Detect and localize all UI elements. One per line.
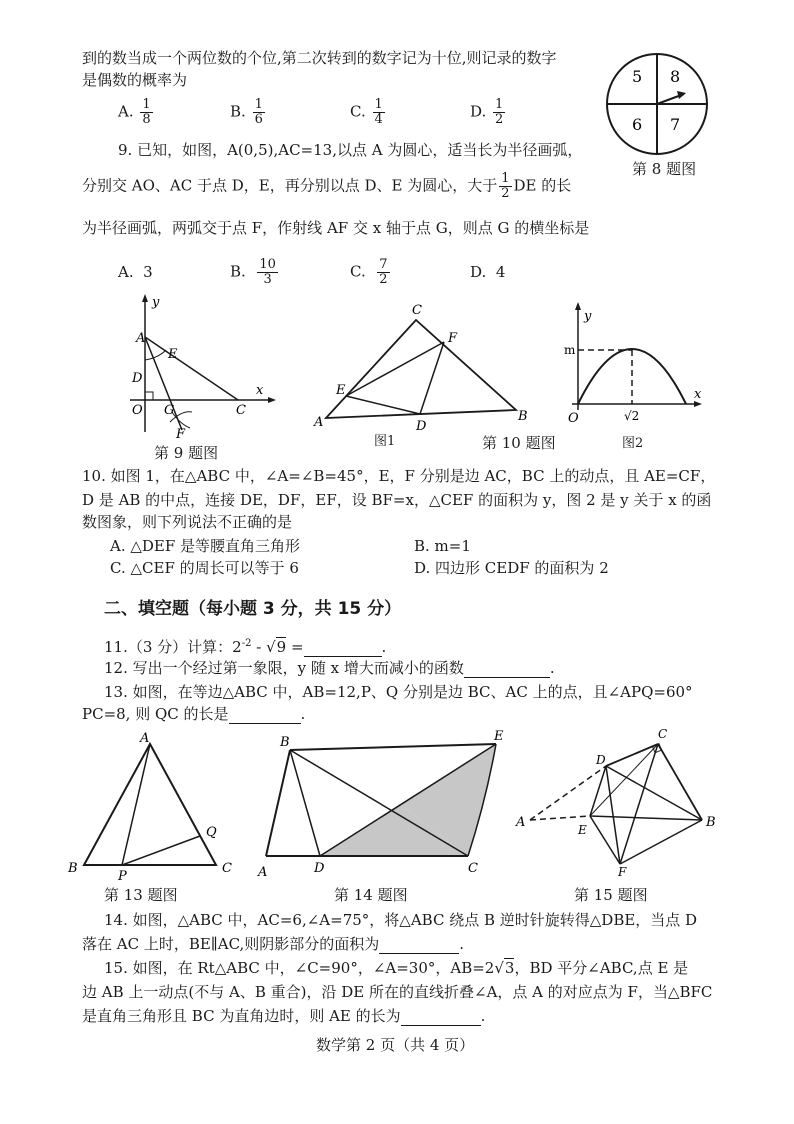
dashed-ad — [530, 766, 606, 820]
q8-spinner-figure — [602, 50, 712, 160]
q9-line1: 9. 已知，如图，A(0,5),AC=13,以点 A 为圆心，适当长为半径画弧， — [118, 141, 583, 159]
svg-text:D: D — [132, 371, 143, 386]
option-letter: B. — [230, 102, 246, 121]
segment-pq — [122, 836, 200, 865]
spinner-number-5: 5 — [632, 67, 643, 86]
svg-text:G: G — [164, 403, 175, 418]
q9-option-b: B. $\frac{10}{3}$ — [230, 257, 276, 287]
svg-text:P: P — [118, 869, 127, 884]
segment-ba — [266, 750, 290, 856]
q12: 12. 写出一个经过第一象限，y 随 x 增大而减小的函数 . — [104, 659, 555, 677]
fraction: $\frac{10}{3}$ — [259, 257, 276, 287]
svg-text:A: A — [516, 815, 526, 830]
q10-option-d: D. 四边形 CEDF 的面积为 2 — [414, 559, 609, 577]
triangle-abc — [84, 744, 216, 865]
svg-text:A: A — [140, 731, 150, 746]
fraction: $\frac{1}{2}$ — [501, 171, 510, 201]
segment-ed — [346, 396, 420, 414]
svg-text:y: y — [584, 309, 592, 324]
option-letter: C. — [350, 102, 366, 121]
svg-text:B: B — [68, 861, 78, 876]
segment-ef — [590, 816, 620, 864]
q15-line1: 15. 如图，在 Rt△ABC 中，∠C=90°，∠A=30°，AB=2√3，BD 平分∠ABC,点 E 是 — [104, 959, 689, 977]
q10-fig2-caption: 图2 — [622, 436, 644, 451]
q14-line2: 落在 AC 上时，BE∥AC,则阴影部分的面积为 . — [82, 935, 465, 953]
page-footer: 数学第 2 页（共 4 页） — [316, 1036, 475, 1054]
svg-text:B: B — [518, 409, 528, 424]
q10-figure-1 — [312, 298, 542, 438]
svg-text:√2: √2 — [624, 409, 640, 423]
spinner-number-6: 6 — [632, 115, 643, 134]
q10-fig1-caption: 图1 — [374, 434, 396, 449]
option-letter: A. — [118, 102, 134, 121]
spinner-number-7: 7 — [670, 115, 681, 134]
q9-line3: 为半径画弧，两弧交于点 F，作射线 AF 交 x 轴于点 G，则点 G 的横坐标是 — [82, 219, 590, 237]
answer-blank[interactable] — [229, 707, 301, 724]
svg-text:A: A — [136, 331, 146, 346]
svg-text:O: O — [568, 411, 579, 426]
q15-line3: 是直角三角形且 BC 为直角边时，则 AE 的长为 . — [82, 1007, 486, 1025]
q13-line1: 13. 如图，在等边△ABC 中，AB=12,P、Q 分别是边 BC、AC 上的点，且∠APQ=60° — [104, 683, 693, 701]
fraction: $\frac{7}{2}$ — [379, 257, 388, 287]
segment-df — [606, 766, 620, 864]
svg-text:F: F — [448, 331, 458, 346]
answer-blank[interactable] — [379, 937, 459, 954]
svg-text:E: E — [578, 823, 587, 837]
q10-option-a: A. △DEF 是等腰直角三角形 — [110, 537, 301, 555]
q8-option-d — [470, 98, 507, 127]
q13-figure — [64, 730, 244, 884]
fraction: $\frac{1}{4}$ — [374, 97, 383, 127]
segment-eb — [590, 816, 702, 820]
q8-line1: 到的数当成一个两位数的个位,第二次转到的数字记为十位,则记录的数字 — [82, 49, 557, 67]
segment-de — [590, 766, 606, 816]
svg-text:C: C — [236, 403, 246, 418]
triangle-abc — [326, 320, 516, 418]
q8-figure-caption: 第 8 题图 — [632, 160, 697, 178]
q15-figure — [512, 724, 722, 879]
svg-text:E: E — [336, 383, 346, 398]
right-angle-mark — [145, 392, 153, 400]
q10-line2: D 是 AB 的中点，连接 DE，DF，EF，设 BF=x，△CEF 的面积为 y，图 2 是 y 关于 x 的函 — [82, 491, 712, 509]
q10-line3: 数图象，则下列说法不正确的是 — [82, 513, 293, 531]
q9-option-d: D. 4 — [470, 263, 506, 281]
answer-blank[interactable] — [401, 1009, 481, 1026]
segment-be — [290, 744, 496, 750]
answer-blank[interactable] — [304, 640, 382, 657]
fraction: $\frac{1}{6}$ — [254, 97, 263, 127]
svg-text:C: C — [468, 861, 478, 876]
segment-cb — [658, 744, 702, 820]
segment-dc — [606, 744, 658, 766]
section-title: 二、填空题（每小题 3 分，共 15 分） — [104, 599, 402, 619]
q9-option-a: A. 3 — [118, 263, 153, 281]
svg-text:C: C — [412, 303, 422, 318]
q13-figure-caption: 第 13 题图 — [104, 886, 178, 904]
q8-line2: 是偶数的概率为 — [82, 71, 188, 89]
svg-text:m: m — [564, 343, 576, 357]
dashed-ae — [530, 816, 590, 820]
q9-option-c: C. $\frac{7}{2}$ — [350, 257, 388, 287]
fraction: $\frac{1}{8}$ — [142, 97, 151, 127]
svg-text:D: D — [596, 753, 606, 767]
svg-text:F: F — [618, 865, 627, 879]
svg-text:F: F — [176, 427, 186, 442]
q9-figure — [110, 292, 280, 440]
arc-de — [145, 350, 166, 360]
q8-option-b — [230, 98, 267, 127]
q10-figure-caption: 第 10 题图 — [482, 434, 556, 452]
q9-figure-caption: 第 9 题图 — [154, 444, 219, 462]
option-letter: D. — [470, 102, 487, 121]
svg-text:y: y — [152, 295, 160, 310]
svg-text:O: O — [132, 403, 143, 418]
q11: 11.（3 分）计算：$2^{-2} - √9$ = . — [104, 638, 387, 656]
segment-ap — [122, 744, 150, 865]
answer-blank[interactable] — [464, 661, 550, 678]
q10-line1: 10. 如图 1，在△ABC 中，∠A=∠B=45°，E，F 分别是边 AC，BC 上的动点，且 AE=CF， — [82, 467, 716, 485]
q13-line2: PC=8, 则 QC 的长是 . — [82, 705, 306, 723]
q10-figure-2 — [560, 302, 710, 430]
svg-text:A: A — [258, 865, 268, 880]
q14-line1: 14. 如图，△ABC 中，AC=6,∠A=75°，将△ABC 绕点 B 逆时针旋转得△DBE，当点 D — [104, 911, 698, 929]
svg-text:C: C — [658, 727, 668, 741]
svg-text:E: E — [494, 729, 504, 744]
segment-db — [606, 766, 702, 820]
svg-text:C: C — [222, 861, 232, 876]
svg-text:A: A — [314, 415, 324, 430]
svg-text:Q: Q — [206, 825, 217, 840]
q10-option-c: C. △CEF 的周长可以等于 6 — [110, 559, 299, 577]
segment-ac — [145, 337, 238, 400]
svg-text:x: x — [256, 383, 264, 398]
spinner-number-8: 8 — [670, 67, 681, 86]
fraction: $\frac{1}{2}$ — [495, 97, 504, 127]
q15-figure-caption: 第 15 题图 — [574, 886, 648, 904]
q9-line2: 分别交 AO、AC 于点 D，E，再分别以点 D、E 为圆心，大于 $\frac{1}{2}$ DE 的长 — [82, 171, 572, 201]
q14-figure-caption: 第 14 题图 — [334, 886, 408, 904]
q10-option-b: B. m=1 — [414, 537, 471, 555]
svg-text:B: B — [280, 735, 290, 750]
svg-text:E: E — [168, 347, 178, 362]
q8-option-a — [118, 98, 155, 127]
svg-text:D: D — [416, 419, 427, 434]
svg-text:B: B — [706, 815, 716, 830]
q14-figure — [254, 730, 524, 880]
q15-line2: 边 AB 上一动点(不与 A、B 重合)，沿 DE 所在的直线折叠∠A，点 A 的对应点为 F，当△BFC — [82, 983, 713, 1001]
q8-option-c — [350, 98, 387, 127]
spinner-arrowhead — [677, 91, 686, 99]
svg-text:D: D — [314, 861, 325, 876]
svg-text:x: x — [694, 387, 702, 402]
